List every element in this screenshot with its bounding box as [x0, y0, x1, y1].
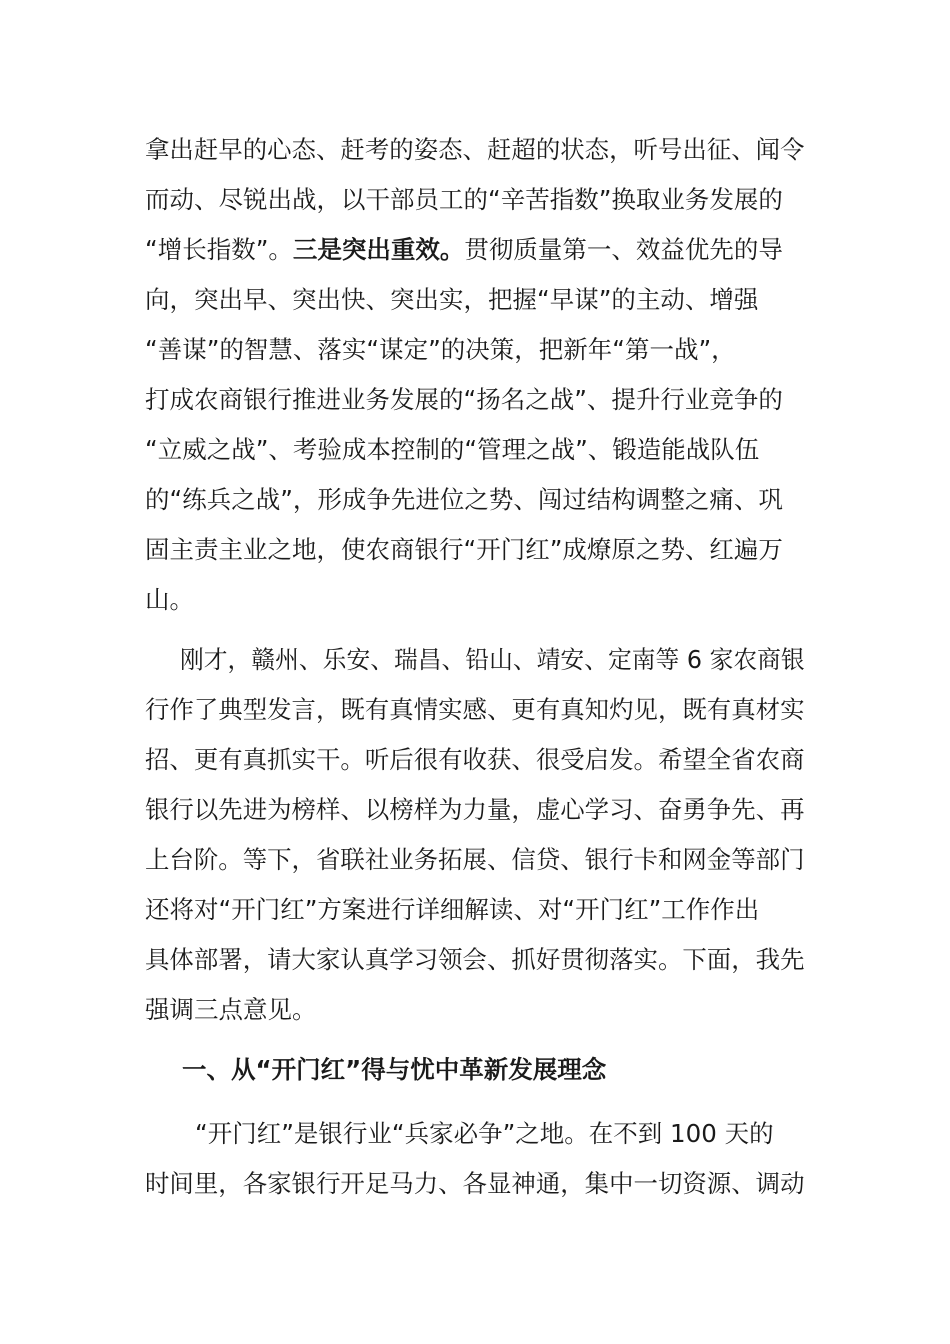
bold-text-run: 一、从“开门红”得与忧中革新发展理念	[182, 1055, 607, 1084]
paragraph-line	[145, 1168, 805, 1200]
paragraph-line	[145, 844, 805, 876]
text-run: 的“练兵之战”，形成争先进位之势、闯过结构调整之痛、巩	[145, 485, 783, 514]
section-heading	[182, 1054, 606, 1086]
paragraph-line	[145, 994, 317, 1026]
text-run: 强调三点意见。	[145, 995, 317, 1024]
paragraph-line	[145, 134, 805, 166]
text-run: 打成农商银行推进业务发展的“扬名之战”、提升行业竞争的	[145, 385, 783, 414]
paragraph-line	[145, 434, 759, 466]
text-run: 拿出赶早的心态、赶考的姿态、赶超的状态，听号出征、闻令	[145, 135, 805, 164]
paragraph-line	[145, 894, 759, 926]
text-run: 而动、尽锐出战，以干部员工的“辛苦指数”换取业务发展的	[145, 185, 783, 214]
text-run: 固主责主业之地，使农商银行“开门红”成燎原之势、红遍万	[145, 535, 783, 564]
paragraph-line	[145, 484, 783, 516]
text-run: 招、更有真抓实干。听后很有收获、很受启发。希望全省农商	[145, 745, 805, 774]
text-run: “开门红”是银行业“兵家必争”之地。在不到 100 天的	[195, 1119, 774, 1148]
text-run: 行作了典型发言，既有真情实感、更有真知灼见，既有真材实	[145, 695, 805, 724]
paragraph-line	[180, 644, 805, 676]
text-run: 时间里，各家银行开足马力、各显神通，集中一切资源、调动	[145, 1169, 805, 1198]
paragraph-line	[145, 384, 783, 416]
paragraph-line	[145, 584, 194, 616]
text-run: 贯彻质量第一、效益优先的导	[464, 235, 783, 264]
paragraph-line	[145, 794, 805, 826]
paragraph-line	[145, 234, 783, 266]
text-run: 向，突出早、突出快、突出实，把握“早谋”的主动、增强	[145, 285, 759, 314]
text-run: 山。	[145, 585, 194, 614]
text-run: 上台阶。等下，省联社业务拓展、信贷、银行卡和网金等部门	[145, 845, 805, 874]
text-run: 银行以先进为榜样、以榜样为力量，虚心学习、奋勇争先、再	[145, 795, 805, 824]
text-run: “增长指数”。	[145, 235, 293, 264]
paragraph-line	[145, 944, 805, 976]
bold-text-run: 三是突出重效。	[292, 235, 465, 264]
text-run: “善谋”的智慧、落实“谋定”的决策，把新年“第一战”，	[145, 335, 736, 364]
paragraph-line	[145, 284, 758, 316]
paragraph-line	[145, 534, 783, 566]
paragraph-line	[145, 694, 805, 726]
text-run: “立威之战”、考验成本控制的“管理之战”、锻造能战队伍	[145, 435, 760, 464]
paragraph-line	[145, 334, 736, 366]
paragraph-line	[195, 1118, 774, 1150]
text-run: 刚才，赣州、乐安、瑞昌、铅山、靖安、定南等 6 家农商银	[180, 645, 805, 674]
paragraph-line	[145, 744, 805, 776]
text-run: 具体部署，请大家认真学习领会、抓好贯彻落实。下面，我先	[145, 945, 805, 974]
text-run: 还将对“开门红”方案进行详细解读、对“开门红”工作作出	[145, 895, 760, 924]
paragraph-line	[145, 184, 783, 216]
